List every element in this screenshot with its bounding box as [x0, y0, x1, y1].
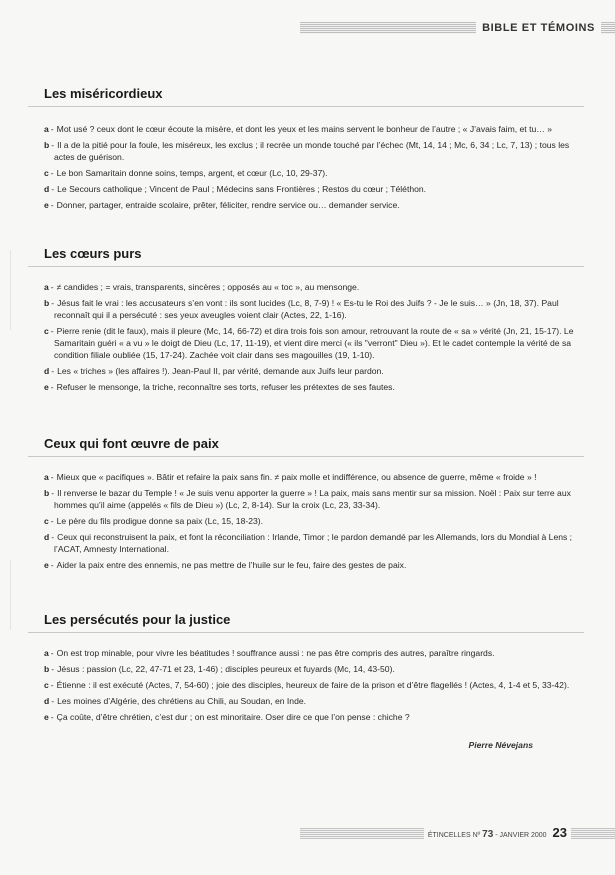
- list-item: d - Les moines d’Algérie, des chrétiens au Chili, au Soudan, en Inde.: [44, 696, 307, 706]
- section-oeuvre-de-paix: [44, 436, 584, 575]
- list-item: e - Refuser le mensonge, la triche, reconnaître ses torts, refuser les prétextes de ses fautes.: [44, 382, 395, 392]
- section-title: Les cœurs purs: [44, 246, 142, 261]
- section-title: Les persécutés pour la justice: [44, 612, 231, 627]
- list-item: a - Mot usé ? ceux dont le cœur écoute la misère, et dont les yeux et les mains servent le bonheur de l’autre ; « J’avais faim, et tu… »: [44, 124, 552, 134]
- list-item: c - Étienne : il est exécuté (Actes, 7, 54-60) ; joie des disciples, heureux de faire de la prison et d’être flagellés ! (Actes, 4, 1-4 et 5, 33-42).: [44, 680, 570, 690]
- section-coeurs-purs: [44, 246, 584, 397]
- list-item: d - Ceux qui reconstruisent la paix, et font la réconciliation : Irlande, Timor ; le pardon demandé par les Allemands, lors du Mondial à Lens ; l’ACAT, Amnesty International.: [44, 532, 573, 554]
- list-item: e - Donner, partager, entraide scolaire, prêter, féliciter, rendre service ou… demander service.: [44, 200, 400, 210]
- header-title: BIBLE ET TÉMOINS: [476, 21, 601, 35]
- author-signature: Pierre Névejans: [468, 740, 533, 750]
- section-persecutes: [44, 612, 584, 727]
- list-item: c - Le père du fils prodigue donne sa paix (Lc, 15, 18-23).: [44, 516, 264, 526]
- list-item: b - Il renverse le bazar du Temple ! « Je suis venu apporter la guerre » ! La paix, mais sans mentir sur sa mission. Noël : Paix sur terre aux hommes qu’il aime (appelés « fils de Dieu ») (Lc, 2, 8-14). Sur la croix (Lc, 23, 33-34).: [44, 488, 571, 510]
- list-item: d - Le Secours catholique ; Vincent de Paul ; Médecins sans Frontières ; Restos du cœur ; Téléthon.: [44, 184, 427, 194]
- section-title: Les miséricordieux: [44, 86, 163, 101]
- section-divider: [28, 456, 584, 457]
- section-title: Ceux qui font œuvre de paix: [44, 436, 219, 451]
- margin-mark: [10, 560, 11, 630]
- page-number: 23: [552, 825, 567, 840]
- section-divider: [28, 632, 584, 633]
- list-item: d - Les « triches » (les affaires !). Jean-Paul II, par vérité, demande aux Juifs leur pardon.: [44, 366, 384, 376]
- list-item: a - ≠ candides ; = vrais, transparents, sincères ; opposés au « toc », au mensonge.: [44, 282, 360, 292]
- issue-date: - JANVIER 2000: [495, 832, 547, 839]
- list-item: a - Mieux que « pacifiques ». Bâtir et refaire la paix sans fin. ≠ paix molle et indifférence, ou absence de guerre, même « froide » !: [44, 472, 537, 482]
- margin-mark: [10, 250, 11, 330]
- list-item: e - Ça coûte, d’être chrétien, c’est dur ; on est minoritaire. Oser dire ce que l’on pense : chiche ?: [44, 712, 410, 722]
- section-divider: [28, 106, 584, 107]
- list-item: b - Il a de la pitié pour la foule, les miséreux, les exclus ; il recrée un monde touché par l’échec (Mt, 14, 14 ; Mc, 6, 34 ; Lc, 7, 13) ; tous les actes de guérison.: [44, 140, 570, 162]
- background-ghost-text: [303, 40, 350, 50]
- list-item: a - On est trop minable, pour vivre les béatitudes ! souffrance aussi : ne pas être compris des autres, paraître ringards.: [44, 648, 495, 658]
- list-item: b - Jésus fait le vrai : les accusateurs s’en vont : ils sont lucides (Lc, 8, 7-9) ! « Es-tu le Roi des Juifs ? - Je le suis… » (Jn, 18, 37). Paul reconnaît qui il a persécuté : ses yeux aveugles voient clair (Actes, 22, 1-16).: [44, 298, 559, 320]
- page-footer: [424, 824, 571, 845]
- section-divider: [28, 266, 584, 267]
- issue-number: 73: [482, 829, 494, 840]
- section-misericordieux: [44, 86, 584, 215]
- list-item: b - Jésus : passion (Lc, 22, 47-71 et 23, 1-46) ; disciples peureux et fuyards (Mc, 14, 43-50).: [44, 664, 395, 674]
- list-item: c - Pierre renie (dit le faux), mais il pleure (Mc, 14, 66-72) et dira trois fois son amour, retrouvant la route de « sa » vérité (Jn, 21, 15-17). Le Samaritain guéri « a vu » le doigt de Dieu (Lc, 17, 11-19), et vient dire merci (« ils "verront" Dieu »). Et le cadet contemple la vérité de sa condition filiale oubliée (15, 17-24). Zachée voit clair dans ses magouilles (19, 1-10).: [44, 326, 574, 360]
- magazine-name: ÉTINCELLES Nº: [427, 832, 481, 839]
- list-item: e - Aider la paix entre des ennemis, ne pas mettre de l’huile sur le feu, faire des gestes de paix.: [44, 560, 407, 570]
- list-item: c - Le bon Samaritain donne soins, temps, argent, et cœur (Lc, 10, 29-37).: [44, 168, 328, 178]
